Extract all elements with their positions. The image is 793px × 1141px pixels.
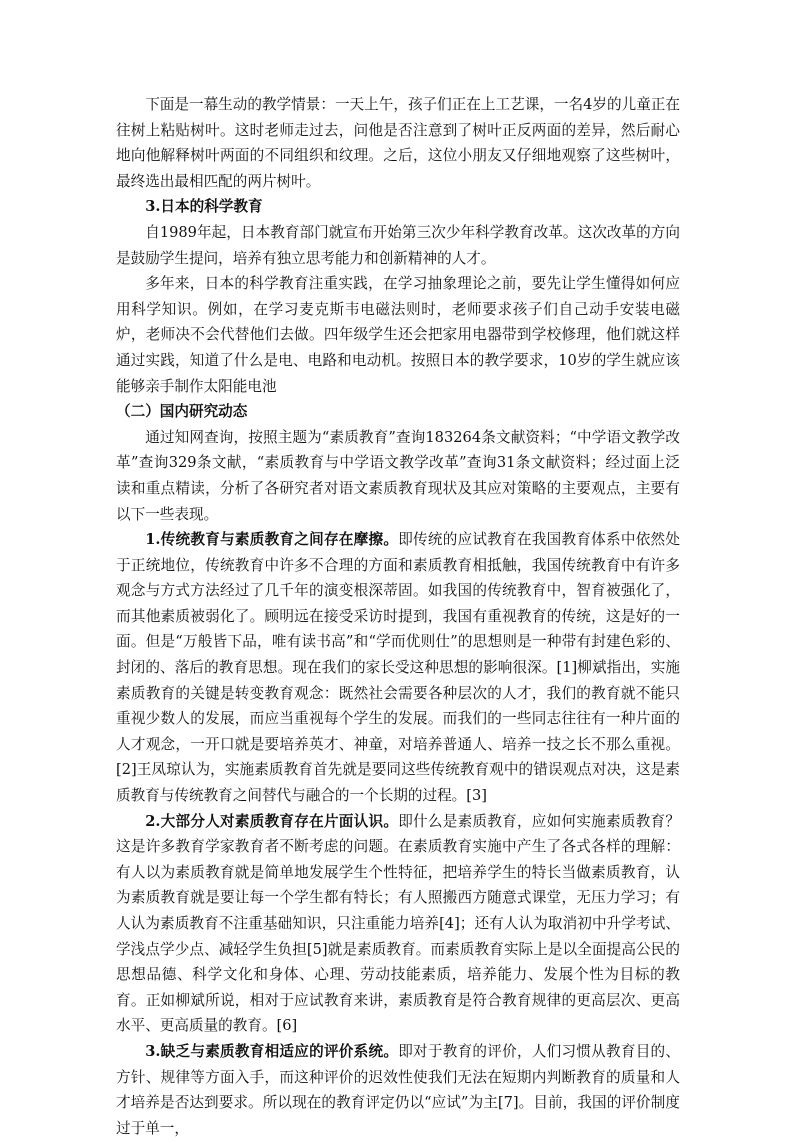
paragraph-cnki-search: 通过知网查询，按照主题为“素质教育”查询183264条文献资料；“中学语文教学改革”查询329条文献，“素质教育与中学语文教学改革”查询31条文献资料；经过面上泛读和重点精读，分析了各研究者对语文素质教育现状及其应对策略的主要观点，主要有以下一些表现。 bbox=[116, 428, 680, 523]
paragraph-teaching-scene: 下面是一幕生动的教学情景：一天上午，孩子们正在上工艺课，一名4岁的儿童正在往树上粘贴树叶。这时老师走过去，问他是否注意到了树叶正反两面的差异，然后耐心地向他解释树叶两面的不同组织和纹理。之后，这位小朋友又仔细地观察了这些树叶，最终选出最相匹配的两片树叶。 bbox=[116, 96, 680, 190]
paragraph-point-3 bbox=[116, 1039, 680, 1141]
paragraph-japan-practice: 多年来，日本的科学教育注重实践，在学习抽象理论之前，要先让学生懂得如何应用科学知识。例如，在学习麦克斯韦电磁法则时，老师要求孩子们自己动手安装电磁炉，老师决不会代替他们去做。四年级学生还会把家用电器带到学校修理，他们就这样通过实践，知道了什么是电、电路和电动机。按照日本的教学要求，10岁的学生就应该能够亲手制作太阳能电池 bbox=[116, 275, 680, 395]
paragraph-point-2 bbox=[116, 809, 680, 1039]
section-heading-japan: 3.日本的科学教育 bbox=[145, 198, 263, 216]
point-3-body: 即对于教育的评价，人们习惯从教育目的、方针、规律等方面入手，而这种评价的迟效性使我们无法在短期内判断教育的质量和人才培养是否达到要求。所以现在的教育评定仍以“应试”为主[7]。目前，我国的评价制度过于单一， bbox=[116, 1042, 680, 1137]
point-2-lead: 2.大部分人对素质教育存在片面认识。 bbox=[145, 812, 399, 830]
point-1-body: 即传统的应试教育在我国教育体系中依然处于正统地位，传统教育中许多不合理的方面和素质教育相抵触，我国传统教育中有许多观念与方式方法经过了几千年的演变根深蒂固。如我国的传统教育中，智育被强化了，而其他素质被弱化了。顾明远在接受采访时提到，我国有重视教育的传统，这是好的一面。但是“万般皆下品，唯有读书高”和“学而优则仕”的思想则是一种带有封建色彩的、封闭的、落后的教育思想。现在我们的家长受这种思想的影响很深。[1]柳斌指出，实施素质教育的关键是转变教育观念：既然社会需要各种层次的人才，我们的教育就不能只重视少数人的发展，而应当重视每个学生的发展。而我们的一些同志往往有一种片面的人才观念，一开口就是要培养英才、神童，对培养普通人、培养一技之长不那么重视。[2]王凤琼认为，实施素质教育首先就是要同这些传统教育观中的错误观点对决，这是素质教育与传统教育之间替代与融合的一个长期的过程。[3] bbox=[116, 531, 680, 805]
point-2-body: 即什么是素质教育，应如何实施素质教育？这是许多教育学家教育者不断考虑的问题。在素质教育实施中产生了各式各样的理解：有人以为素质教育就是简单地发展学生个性特征，把培养学生的特长当做素质教育，认为素质教育就是要让每一个学生都有特长；有人照搬西方随意式课堂，无压力学习；有人认为素质教育不注重基础知识，只注重能力培养[4]；还有人认为取消初中升学考试、学浅点学少点、减轻学生负担[5]就是素质教育。而素质教育实际上是以全面提高公民的思想品德、科学文化和身体、心理、劳动技能素质，培养能力、发展个性为目标的教育。正如柳斌所说，相对于应试教育来讲，素质教育是符合教育规律的更高层次、更高水平、更高质量的教育。[6] bbox=[116, 812, 680, 1035]
paragraph-point-1 bbox=[116, 527, 680, 809]
paragraph-japan-reform: 自1989年起，日本教育部门就宣布开始第三次少年科学教育改革。这次改革的方向是鼓励学生提问，培养有独立思考能力和创新精神的人才。 bbox=[116, 223, 680, 267]
point-1-lead: 1.传统教育与素质教育之间存在摩擦。 bbox=[145, 531, 399, 549]
section-heading-domestic: （二）国内研究动态 bbox=[116, 403, 248, 421]
point-3-lead: 3.缺乏与素质教育相适应的评价系统。 bbox=[145, 1042, 399, 1060]
